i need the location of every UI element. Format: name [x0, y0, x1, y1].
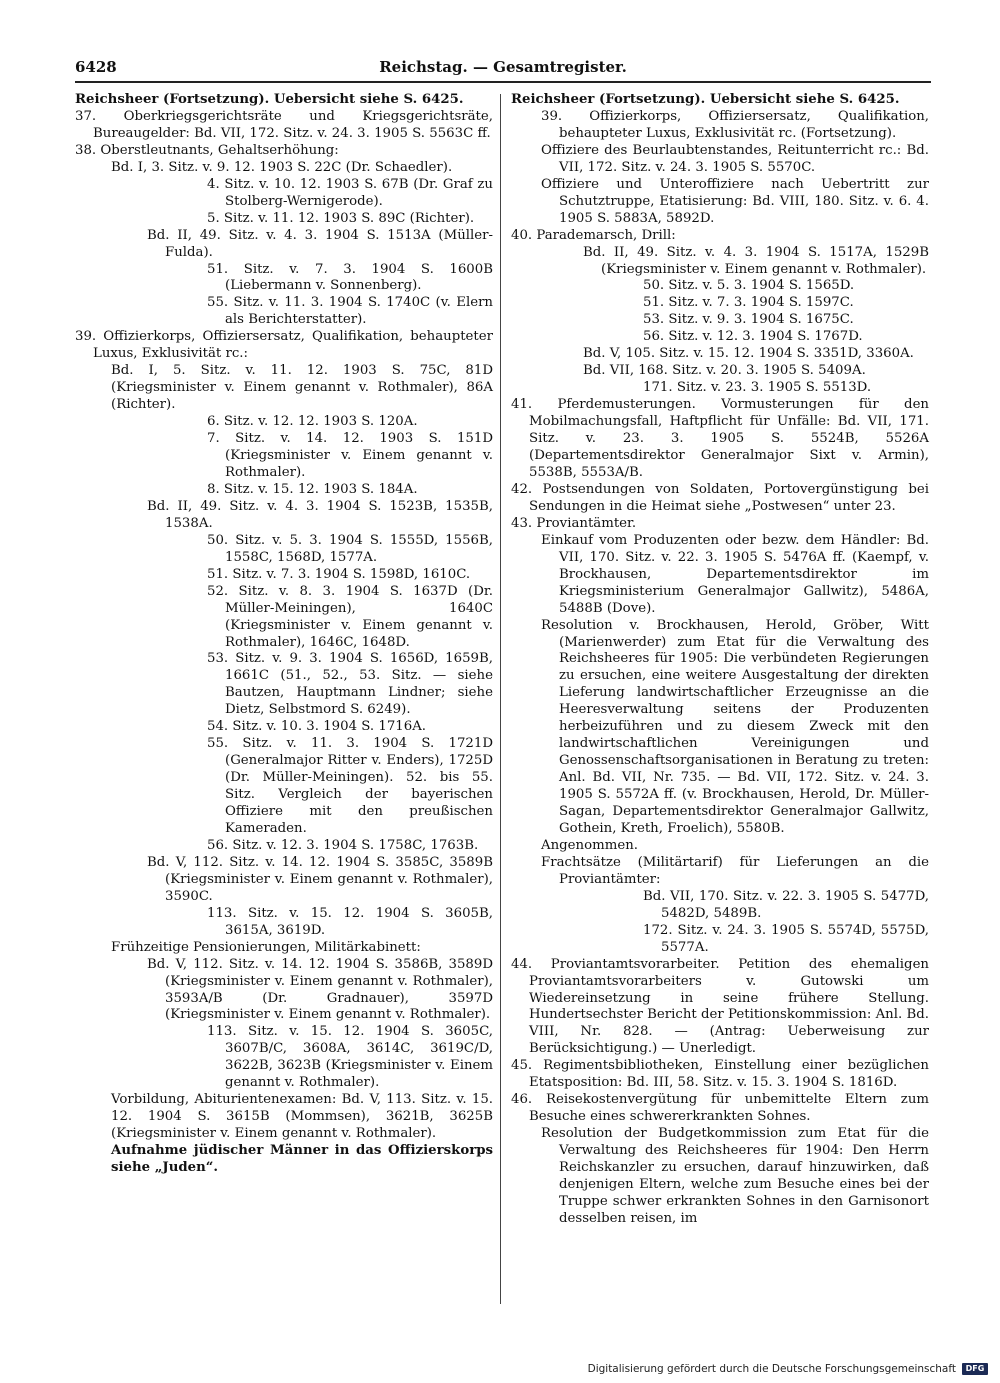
index-entry: Einkauf vom Produzenten oder bezw. dem Händler: Bd. VII, 170. Sitz. v. 22. 3. 1905 S. 5476A ff. (Kaempf, v. Brockhausen, Departementsdirektor im Kriegsministerium Generalmajor Gallwitz), 5486A, 5488B (Dove).	[541, 532, 929, 616]
index-entry: Frühzeitige Pensionierungen, Militärkabinett:	[111, 939, 421, 955]
index-entry: 50. Sitz. v. 5. 3. 1904 S. 1555D, 1556B, 1558C, 1568D, 1577A.	[207, 532, 493, 565]
page-header	[75, 50, 931, 80]
left-column	[75, 92, 493, 1177]
index-entry: Reichsheer (Fortsetzung). Uebersicht siehe S. 6425.	[511, 92, 900, 107]
index-entry: 8. Sitz. v. 15. 12. 1903 S. 184A.	[207, 481, 418, 497]
index-entry: 113. Sitz. v. 15. 12. 1904 S. 3605C, 3607B/C, 3608A, 3614C, 3619C/D, 3622B, 3623B (Kriegsminister v. Einem genannt v. Rothmaler).	[207, 1024, 493, 1091]
index-entry: 40. Parademarsch, Drill:	[511, 227, 676, 243]
index-entry: 41. Pferdemusterungen. Vormusterungen für den Mobilmachungsfall, Haftpflicht für Unfälle: Bd. VII, 171. Sitz. v. 23. 3. 1905 S. 5524B, 5526A (Departementsdirektor Generalmajor Sixt v. Armin), 5538B, 5553A/B.	[511, 397, 929, 480]
index-entry: Vorbildung, Abiturientenexamen: Bd. V, 113. Sitz. v. 15. 12. 1904 S. 3615B (Mommsen), 3621B, 3625B (Kriegsminister v. Einem genannt v. Rothmaler).	[111, 1092, 493, 1142]
index-entry: 172. Sitz. v. 24. 3. 1905 S. 5574D, 5575D, 5577A.	[643, 922, 929, 955]
index-entry: Bd. I, 3. Sitz. v. 9. 12. 1903 S. 22C (Dr. Schaedler).	[111, 159, 453, 175]
dfg-logo-icon: DFG	[962, 1363, 988, 1375]
index-entry: 44. Proviantamtsvorarbeiter. Petition des ehemaligen Proviantamtsvorarbeiters v. Gutowski um Wiedereinsetzung in seine frühere Stellung. Hundertsechster Bericht der Petitionskommission: Anl. Bd. VIII, Nr. 828. — (Antrag: Ueberweisung zur Berücksichtigung.) — Unerledigt.	[511, 956, 929, 1057]
index-entry: 7. Sitz. v. 14. 12. 1903 S. 151D (Kriegsminister v. Einem genannt v. Rothmaler).	[207, 431, 493, 480]
index-entry: 113. Sitz. v. 15. 12. 1904 S. 3605B, 3615A, 3619D.	[207, 905, 493, 938]
index-entry: 56. Sitz. v. 12. 3. 1904 S. 1758C, 1763B.	[207, 837, 479, 853]
index-entry: Bd. II, 49. Sitz. v. 4. 3. 1904 S. 1513A (Müller-Fulda).	[147, 227, 493, 260]
index-entry: 55. Sitz. v. 11. 3. 1904 S. 1740C (v. Elern als Berichterstatter).	[207, 295, 493, 328]
index-entry: 52. Sitz. v. 8. 3. 1904 S. 1637D (Dr. Müller-Meiningen), 1640C (Kriegsminister v. Einem genannt v. Rothmaler), 1646C, 1648D.	[207, 583, 493, 650]
index-entry: Resolution der Budgetkommission zum Etat für die Verwaltung des Reichsheeres für 1904: Den Herrn Reichskanzler zu ersuchen, darauf hinzuwirken, daß denjenigen Eltern, welche zum Besuche eines bei der Truppe schwer erkrankten Sohnes in den Garnisonort desselben reisen, im	[541, 1126, 929, 1226]
footer	[588, 1363, 988, 1375]
index-entry: Bd. VII, 170. Sitz. v. 22. 3. 1905 S. 5477D, 5482D, 5489B.	[643, 888, 929, 921]
index-entry: 42. Postsendungen von Soldaten, Portovergünstigung bei Sendungen in die Heimat siehe „Postwesen“ unter 23.	[511, 481, 929, 514]
index-entry: Aufnahme jüdischer Männer in das Offizierskorps siehe „Juden“.	[111, 1143, 493, 1176]
index-entry: Bd. V, 105. Sitz. v. 15. 12. 1904 S. 3351D, 3360A.	[583, 346, 914, 362]
index-entry: 53. Sitz. v. 9. 3. 1904 S. 1675C.	[643, 312, 854, 328]
index-entry: Offiziere des Beurlaubtenstandes, Reitunterricht rc.: Bd. VII, 172. Sitz. v. 24. 3. 1905 S. 5570C.	[541, 142, 929, 175]
index-entry: 43. Proviantämter.	[511, 515, 637, 531]
index-entry: 55. Sitz. v. 11. 3. 1904 S. 1721D (Generalmajor Ritter v. Enders), 1725D (Dr. Müller-Meiningen). 52. bis 55. Sitz. Vergleich der bayerischen Offiziere mit den preußischen Kameraden.	[207, 736, 493, 836]
index-entry: 51. Sitz. v. 7. 3. 1904 S. 1600B (Liebermann v. Sonnenberg).	[207, 261, 493, 294]
index-entry: Offiziere und Unteroffiziere nach Uebertritt zur Schutztruppe, Etatisierung: Bd. VIII, 180. Sitz. v. 6. 4. 1905 S. 5883A, 5892D.	[541, 176, 929, 226]
index-entry: Bd. V, 112. Sitz. v. 14. 12. 1904 S. 3585C, 3589B (Kriegsminister v. Einem genannt v. Rothmaler), 3590C.	[147, 854, 493, 904]
right-column	[511, 92, 929, 1228]
index-entry: 51. Sitz. v. 7. 3. 1904 S. 1597C.	[643, 295, 854, 311]
index-entry: 39. Offizierkorps, Offiziersersatz, Qualifikation, behaupteter Luxus, Exklusivität rc. (Fortsetzung).	[541, 108, 929, 141]
index-entry: 51. Sitz. v. 7. 3. 1904 S. 1598D, 1610C.	[207, 566, 471, 582]
footer-credit: Digitalisierung gefördert durch die Deutsche Forschungsgemeinschaft	[587, 1363, 956, 1375]
index-entry: Bd. I, 5. Sitz. v. 11. 12. 1903 S. 75C, 81D (Kriegsminister v. Einem genannt v. Rothmaler), 86A (Richter).	[111, 363, 493, 413]
index-entry: 39. Offizierkorps, Offiziersersatz, Qualifikation, behaupteter Luxus, Exklusivität rc.:	[75, 329, 493, 362]
index-entry: 45. Regimentsbibliotheken, Einstellung einer bezüglichen Etatsposition: Bd. III, 58. Sitz. v. 15. 3. 1904 S. 1816D.	[511, 1058, 929, 1091]
index-entry: 46. Reisekostenvergütung für unbemittelte Eltern zum Besuche eines schwererkrankten Sohnes.	[511, 1092, 929, 1125]
index-entry: Resolution v. Brockhausen, Herold, Gröber, Witt (Marienwerder) zum Etat für die Verwaltung des Reichsheeres für 1905: Die verbündeten Regierungen zu ersuchen, eine weitere Ausgestaltung der direkten Lieferung landwirtschaftlicher Erzeugnisse an die Heeresverwaltung seitens der Produzenten herbeizuführen und zu diesem Zweck mit den landwirtschaftlichen Vereinigungen und Genossenschaftsorganisationen in Beratung zu treten: Anl. Bd. VII, Nr. 735. — Bd. VII, 172. Sitz. v. 24. 3. 1905 S. 5572A ff. (v. Brockhausen, Herold, Dr. Müller-Sagan, Departementsdirektor Generalmajor Gallwitz, Gothein, Kreth, Froelich), 5580B.	[541, 617, 929, 836]
index-entry: 171. Sitz. v. 23. 3. 1905 S. 5513D.	[643, 380, 872, 396]
index-entry: Angenommen.	[541, 837, 638, 853]
index-entry: Bd. II, 49. Sitz. v. 4. 3. 1904 S. 1517A, 1529B (Kriegsminister v. Einem genannt v. Rothmaler).	[583, 244, 929, 277]
index-entry: 5. Sitz. v. 11. 12. 1903 S. 89C (Richter).	[207, 210, 475, 226]
index-entry: Bd. VII, 168. Sitz. v. 20. 3. 1905 S. 5409A.	[583, 363, 866, 379]
running-title: Reichstag. — Gesamtregister.	[379, 58, 627, 76]
page-number: 6428	[75, 58, 117, 76]
header-rule	[75, 81, 931, 83]
index-entry: Bd. V, 112. Sitz. v. 14. 12. 1904 S. 3586B, 3589D (Kriegsminister v. Einem genannt v. Rothmaler), 3593A/B (Dr. Gradnauer), 3597D (Kriegsminister v. Einem genannt v. Rothmaler).	[147, 956, 493, 1023]
index-entry: 6. Sitz. v. 12. 12. 1903 S. 120A.	[207, 414, 418, 430]
column-divider	[500, 94, 501, 1304]
index-entry: Frachtsätze (Militärtarif) für Lieferungen an die Proviantämter:	[541, 854, 929, 887]
index-entry: 37. Oberkriegsgerichtsräte und Kriegsgerichtsräte, Bureaugelder: Bd. VII, 172. Sitz. v. 24. 3. 1905 S. 5563C ff.	[75, 108, 493, 141]
index-entry: 38. Oberstleutnants, Gehaltserhöhung:	[75, 142, 339, 158]
index-entry: 50. Sitz. v. 5. 3. 1904 S. 1565D.	[643, 278, 855, 294]
index-entry: Reichsheer (Fortsetzung). Uebersicht siehe S. 6425.	[75, 92, 464, 107]
index-entry: 56. Sitz. v. 12. 3. 1904 S. 1767D.	[643, 329, 863, 345]
index-entry: 54. Sitz. v. 10. 3. 1904 S. 1716A.	[207, 719, 427, 735]
index-entry: Bd. II, 49. Sitz. v. 4. 3. 1904 S. 1523B, 1535B, 1538A.	[147, 498, 493, 531]
index-entry: 53. Sitz. v. 9. 3. 1904 S. 1656D, 1659B, 1661C (51., 52., 53. Sitz. — siehe Bautzen, Hauptmann Lindner; siehe Dietz, Selbstmord S. 6249).	[207, 651, 493, 718]
index-entry: 4. Sitz. v. 10. 12. 1903 S. 67B (Dr. Graf zu Stolberg-Wernigerode).	[207, 176, 493, 209]
